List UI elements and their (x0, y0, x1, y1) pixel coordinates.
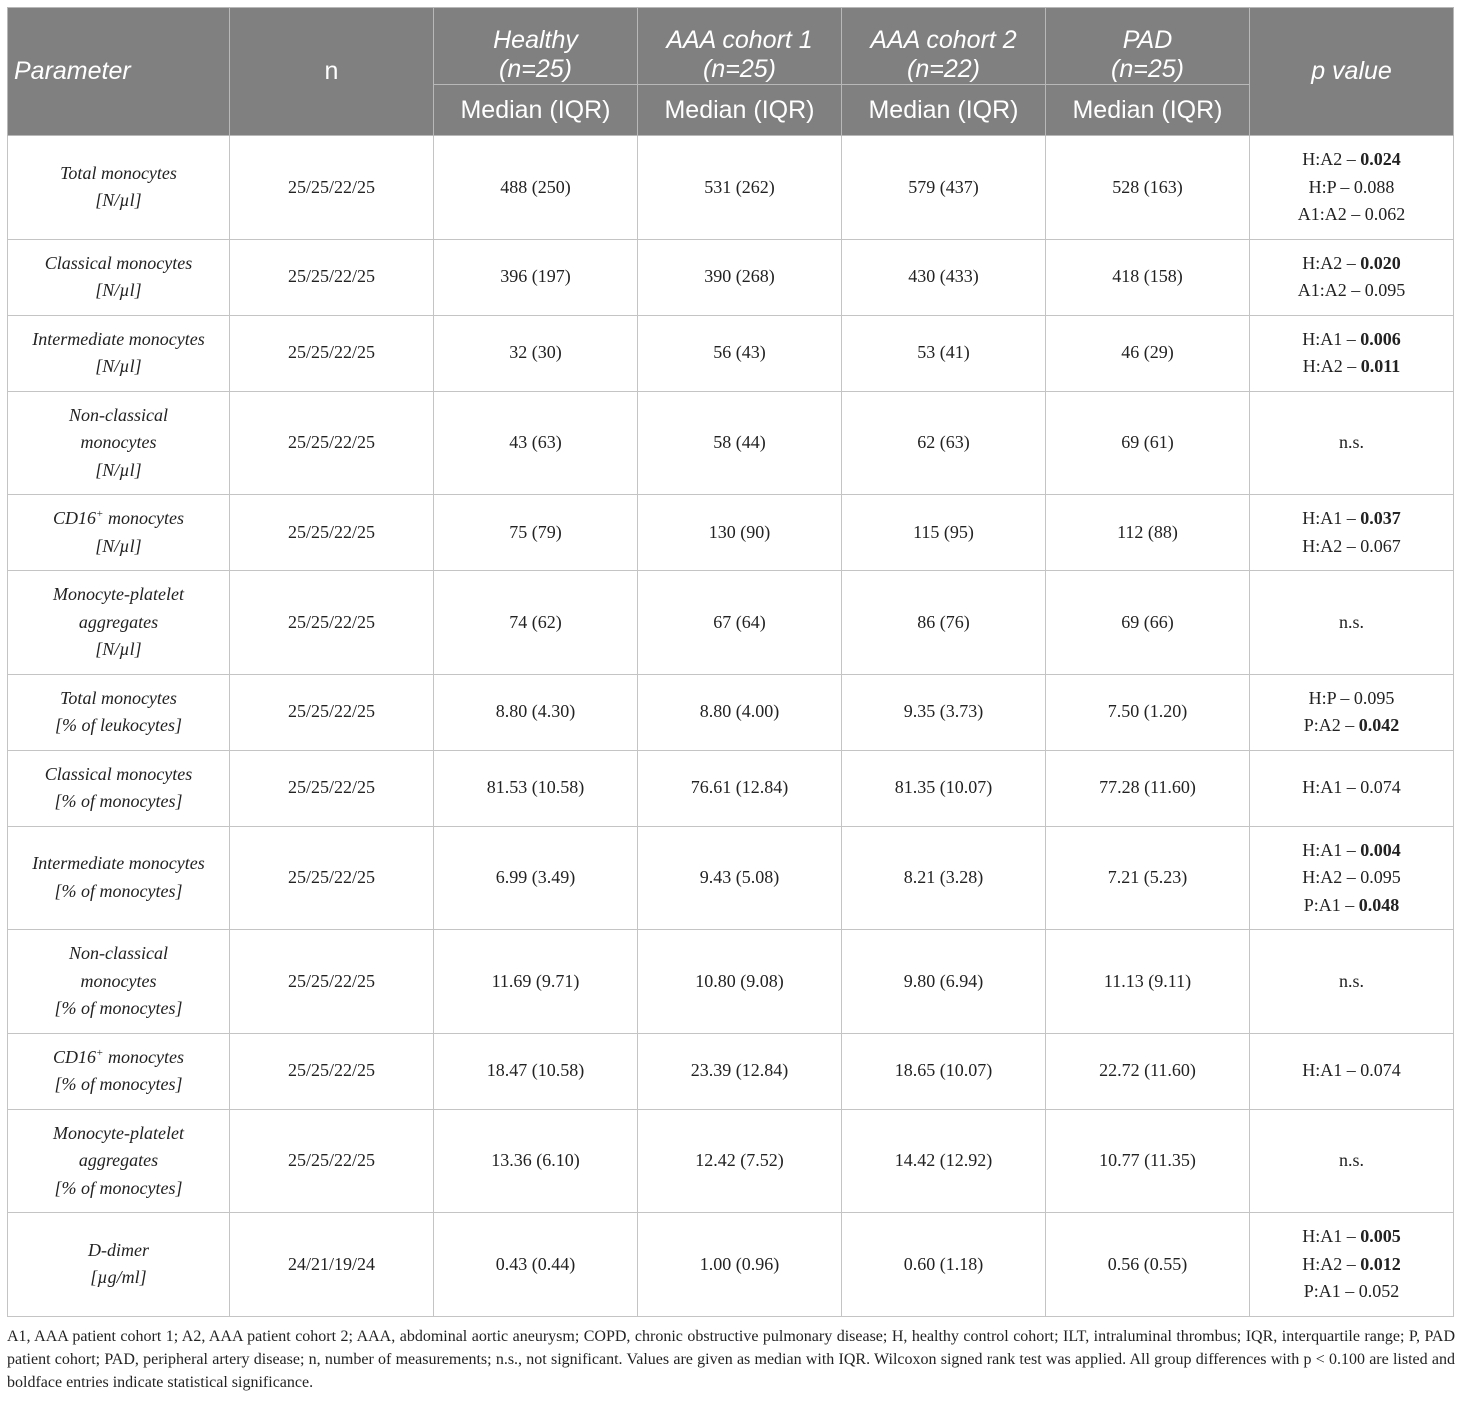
parameter-line (14, 533, 223, 561)
value-cell: 46 (29) (1046, 315, 1250, 391)
comparison-label: A1:A2 – (1297, 204, 1365, 224)
comparison-label: n.s. (1338, 432, 1364, 452)
value-cell: 112 (88) (1046, 495, 1250, 571)
comparison-label: A1:A2 – (1297, 280, 1365, 300)
parameter-cell (8, 315, 230, 391)
parameter-cell (8, 1033, 230, 1109)
p-value-cell (1250, 1033, 1454, 1109)
p-value-line (1256, 864, 1447, 892)
value-cell: 14.42 (12.92) (842, 1109, 1046, 1213)
table-row (8, 1109, 1454, 1213)
parameter-text: CD16 (53, 508, 97, 528)
value-cell: 8.80 (4.00) (638, 674, 842, 750)
parameter-line (14, 1237, 223, 1265)
value-cell: 115 (95) (842, 495, 1046, 571)
parameter-text: Classical monocytes (44, 252, 193, 273)
p-value-cell (1250, 930, 1454, 1034)
value-cell: 9.35 (3.73) (842, 674, 1046, 750)
parameter-line (14, 402, 223, 430)
p-value-line (1256, 429, 1447, 457)
group-name: PAD (1122, 26, 1173, 54)
comparison-label: H:A1 – (1302, 1226, 1361, 1246)
p-value: 0.062 (1364, 204, 1406, 224)
parameter-text: Non-classical (69, 943, 168, 963)
value-cell: 12.42 (7.52) (638, 1109, 842, 1213)
comparison-label: H:A1 – (1302, 839, 1361, 860)
table-footnote: A1, AAA patient cohort 1; A2, AAA patient cohort 2; AAA, abdominal aortic aneurysm; COPD, chronic obstructive pulmonary disease; H, healthy control cohort; ILT, intraluminal thrombus; IQR, interquartile range; P, PAD patient cohort; PAD, peripheral artery disease; n, number of measurements; n.s., not significant. Values are given as median with IQR. Wilcoxon signed rank test was applied. All group differences with p < 0.100 are listed and boldface entries indicate statistical significance. (7, 1328, 1455, 1391)
significant-p-value: 0.037 (1360, 508, 1401, 528)
p-value-cell (1250, 1109, 1454, 1213)
value-cell: 69 (66) (1046, 571, 1250, 675)
value-cell: 18.65 (10.07) (842, 1033, 1046, 1109)
value-cell: 8.80 (4.30) (434, 674, 638, 750)
comparison-label: H:A1 – (1302, 508, 1361, 528)
parameter-line (14, 1044, 223, 1072)
significant-p-value: 0.005 (1360, 1226, 1401, 1246)
parameter-line (14, 1120, 223, 1148)
p-value: 0.095 (1360, 867, 1401, 887)
parameter-line (14, 968, 223, 996)
significant-p-value: 0.004 (1360, 839, 1401, 860)
p-value-line (1256, 1278, 1447, 1306)
table-row (8, 1213, 1454, 1317)
value-cell: 396 (197) (434, 239, 638, 315)
p-value-line (1256, 250, 1447, 278)
comparison-label: H:A2 – (1302, 1253, 1361, 1274)
parameter-text: [% of monocytes] (54, 791, 183, 811)
parameter-cell (8, 571, 230, 675)
p-value-cell (1250, 391, 1454, 495)
n-cell: 25/25/22/25 (230, 674, 434, 750)
header-median-iqr: Median (IQR) (434, 85, 638, 136)
parameter-text: Intermediate monocytes (32, 853, 205, 874)
p-value-line (1256, 609, 1447, 637)
parameter-cell (8, 826, 230, 930)
significant-p-value: 0.024 (1360, 149, 1401, 169)
p-value-line (1256, 892, 1447, 920)
parameter-line (14, 581, 223, 609)
value-cell: 390 (268) (638, 239, 842, 315)
value-cell: 13.36 (6.10) (434, 1109, 638, 1213)
parameter-line (14, 505, 223, 533)
p-value-cell (1250, 315, 1454, 391)
value-cell: 53 (41) (842, 315, 1046, 391)
value-cell: 0.56 (0.55) (1046, 1213, 1250, 1317)
p-value: 0.088 (1353, 176, 1395, 197)
value-cell: 23.39 (12.84) (638, 1033, 842, 1109)
n-cell: 25/25/22/25 (230, 495, 434, 571)
table-container (7, 7, 1453, 1317)
parameter-cell (8, 136, 230, 240)
parameter-text: Monocyte-platelet (53, 1122, 184, 1143)
parameter-line (14, 326, 223, 354)
parameter-line (14, 712, 223, 740)
parameter-cell (8, 1109, 230, 1213)
superscript: + (96, 508, 104, 520)
value-cell: 430 (433) (842, 239, 1046, 315)
p-value-line (1256, 1251, 1447, 1279)
p-value-line (1256, 326, 1447, 354)
p-value-line (1256, 353, 1447, 381)
parameter-line (14, 685, 223, 713)
parameter-line (14, 429, 223, 457)
n-cell: 25/25/22/25 (230, 930, 434, 1034)
group-name: AAA cohort 1 (666, 26, 813, 54)
table-row (8, 674, 1454, 750)
table-row (8, 495, 1454, 571)
parameter-text: Non-classical (69, 404, 168, 425)
comparison-label: H:A2 – (1302, 535, 1361, 556)
value-cell: 74 (62) (434, 571, 638, 675)
parameter-text: [% of monocytes] (54, 880, 183, 901)
parameter-text: monocytes (80, 970, 157, 991)
table-row (8, 930, 1454, 1034)
p-value-cell (1250, 495, 1454, 571)
parameter-text: [N/µl] (95, 535, 142, 556)
value-cell: 488 (250) (434, 136, 638, 240)
parameter-line (14, 878, 223, 906)
significant-p-value: 0.020 (1360, 252, 1401, 273)
p-value: 0.067 (1360, 535, 1401, 556)
p-value-line (1256, 533, 1447, 561)
comparison-label: P:A1 – (1303, 894, 1359, 915)
value-cell: 58 (44) (638, 391, 842, 495)
comparison-label: H:A1 – (1302, 1060, 1361, 1081)
p-value-line (1256, 146, 1447, 174)
parameter-line (14, 457, 223, 485)
parameter-line (14, 1264, 223, 1292)
significant-p-value: 0.011 (1360, 356, 1401, 376)
p-value-line (1256, 1223, 1447, 1251)
header-group-aaa-cohort-2 (842, 8, 1046, 85)
value-cell: 6.99 (3.49) (434, 826, 638, 930)
p-value: 0.074 (1360, 1060, 1401, 1081)
comparison-label: n.s. (1338, 970, 1364, 991)
parameter-text: monocytes (80, 432, 157, 452)
value-cell: 1.00 (0.96) (638, 1213, 842, 1317)
n-cell: 25/25/22/25 (230, 750, 434, 826)
comparison-label: H:A2 – (1302, 149, 1361, 169)
value-cell: 62 (63) (842, 391, 1046, 495)
comparison-label: H:P – (1308, 176, 1354, 197)
comparison-label: H:A2 – (1302, 252, 1361, 273)
p-value: 0.095 (1353, 687, 1395, 708)
value-cell: 130 (90) (638, 495, 842, 571)
parameter-text: Intermediate monocytes (32, 328, 205, 349)
table-row (8, 315, 1454, 391)
n-cell: 25/25/22/25 (230, 1033, 434, 1109)
n-cell: 25/25/22/25 (230, 315, 434, 391)
header-median-iqr: Median (IQR) (638, 85, 842, 136)
parameter-line (14, 1147, 223, 1175)
value-cell: 10.77 (11.35) (1046, 1109, 1250, 1213)
p-value: 0.052 (1358, 1281, 1400, 1301)
p-value: 0.095 (1364, 280, 1406, 300)
n-cell: 24/21/19/24 (230, 1213, 434, 1317)
parameter-text: [% of monocytes] (54, 1177, 183, 1198)
significant-p-value: 0.006 (1360, 328, 1401, 349)
value-cell: 528 (163) (1046, 136, 1250, 240)
p-value-line (1256, 201, 1447, 229)
value-cell: 56 (43) (638, 315, 842, 391)
p-value-line (1256, 1057, 1447, 1085)
table-row (8, 750, 1454, 826)
parameter-line (14, 636, 223, 664)
header-p-value: p value (1250, 8, 1454, 136)
value-cell: 531 (262) (638, 136, 842, 240)
value-cell: 22.72 (11.60) (1046, 1033, 1250, 1109)
parameter-text: [N/µl] (95, 190, 142, 211)
n-cell: 25/25/22/25 (230, 391, 434, 495)
value-cell: 418 (158) (1046, 239, 1250, 315)
p-value-cell (1250, 674, 1454, 750)
value-cell: 69 (61) (1046, 391, 1250, 495)
header-group-aaa-cohort-1 (638, 8, 842, 85)
parameter-text: [N/µl] (95, 280, 142, 300)
value-cell: 67 (64) (638, 571, 842, 675)
value-cell: 32 (30) (434, 315, 638, 391)
group-count: (n=25) (1111, 55, 1184, 83)
value-cell: 0.60 (1.18) (842, 1213, 1046, 1317)
comparison-label: n.s. (1338, 611, 1364, 632)
parameter-line (14, 250, 223, 278)
value-cell: 579 (437) (842, 136, 1046, 240)
parameter-line (14, 761, 223, 789)
value-cell: 7.21 (5.23) (1046, 826, 1250, 930)
parameter-cell (8, 239, 230, 315)
results-table (7, 7, 1454, 1317)
group-count: (n=22) (907, 55, 980, 83)
parameter-suffix: monocytes (103, 508, 184, 528)
table-body (8, 136, 1454, 1317)
significant-p-value: 0.012 (1360, 1253, 1401, 1274)
value-cell: 75 (79) (434, 495, 638, 571)
parameter-text: CD16 (53, 1046, 97, 1067)
comparison-label: H:A2 – (1302, 356, 1361, 376)
parameter-cell (8, 674, 230, 750)
parameter-text: [% of monocytes] (54, 998, 183, 1018)
table-row (8, 826, 1454, 930)
value-cell: 81.35 (10.07) (842, 750, 1046, 826)
parameter-line (14, 160, 223, 188)
value-cell: 43 (63) (434, 391, 638, 495)
header-n: n (230, 8, 434, 136)
parameter-text: [N/µl] (95, 356, 142, 376)
value-cell: 9.43 (5.08) (638, 826, 842, 930)
table-row (8, 136, 1454, 240)
n-cell: 25/25/22/25 (230, 1109, 434, 1213)
group-count: (n=25) (703, 55, 776, 83)
table-row (8, 1033, 1454, 1109)
header-group-pad (1046, 8, 1250, 85)
header-median-iqr: Median (IQR) (842, 85, 1046, 136)
parameter-suffix: monocytes (103, 1046, 184, 1067)
parameter-text: aggregates (78, 611, 159, 632)
header-row-groups (8, 8, 1454, 85)
comparison-label: n.s. (1338, 1150, 1364, 1170)
parameter-text: Monocyte-platelet (53, 584, 184, 604)
table-row (8, 239, 1454, 315)
value-cell: 86 (76) (842, 571, 1046, 675)
parameter-text: Total monocytes (60, 162, 177, 183)
value-cell: 81.53 (10.58) (434, 750, 638, 826)
table-row (8, 571, 1454, 675)
p-value-cell (1250, 239, 1454, 315)
p-value-line (1256, 505, 1447, 533)
value-cell: 7.50 (1.20) (1046, 674, 1250, 750)
p-value-line (1256, 774, 1447, 802)
parameter-text: Classical monocytes (44, 763, 193, 784)
p-value-line (1256, 174, 1447, 202)
group-count: (n=25) (499, 55, 572, 83)
p-value-line (1256, 712, 1447, 740)
value-cell: 18.47 (10.58) (434, 1033, 638, 1109)
parameter-text: [µg/ml] (90, 1267, 147, 1288)
group-name: Healthy (493, 26, 578, 54)
parameter-line (14, 788, 223, 816)
value-cell: 11.69 (9.71) (434, 930, 638, 1034)
p-value-cell (1250, 750, 1454, 826)
parameter-line (14, 850, 223, 878)
group-name: AAA cohort 2 (870, 26, 1017, 54)
value-cell: 10.80 (9.08) (638, 930, 842, 1034)
n-cell: 25/25/22/25 (230, 136, 434, 240)
parameter-text: [% of monocytes] (54, 1074, 183, 1094)
parameter-line (14, 609, 223, 637)
parameter-text: aggregates (78, 1150, 159, 1170)
comparison-label: P:A1 – (1303, 1281, 1359, 1301)
significant-p-value: 0.042 (1358, 715, 1400, 735)
p-value-cell (1250, 136, 1454, 240)
parameter-line (14, 995, 223, 1023)
parameter-line (14, 353, 223, 381)
p-value-line (1256, 837, 1447, 865)
n-cell: 25/25/22/25 (230, 571, 434, 675)
p-value-cell (1250, 826, 1454, 930)
parameter-line (14, 187, 223, 215)
value-cell: 9.80 (6.94) (842, 930, 1046, 1034)
header-median-iqr: Median (IQR) (1046, 85, 1250, 136)
p-value-cell (1250, 571, 1454, 675)
header-group-healthy (434, 8, 638, 85)
table-row (8, 391, 1454, 495)
parameter-cell (8, 1213, 230, 1317)
parameter-cell (8, 391, 230, 495)
parameter-cell (8, 495, 230, 571)
parameter-text: [N/µl] (95, 639, 142, 659)
parameter-text: [N/µl] (95, 459, 142, 480)
parameter-line (14, 940, 223, 968)
p-value-line (1256, 277, 1447, 305)
p-value: 0.074 (1360, 777, 1401, 798)
comparison-label: H:A1 – (1302, 328, 1361, 349)
parameter-text: Total monocytes (60, 687, 177, 708)
value-cell: 76.61 (12.84) (638, 750, 842, 826)
parameter-cell (8, 750, 230, 826)
comparison-label: P:A2 – (1303, 715, 1359, 735)
parameter-text: [% of leukocytes] (55, 715, 182, 735)
value-cell: 11.13 (9.11) (1046, 930, 1250, 1034)
p-value-line (1256, 968, 1447, 996)
value-cell: 77.28 (11.60) (1046, 750, 1250, 826)
parameter-line (14, 1175, 223, 1203)
parameter-text: D-dimer (88, 1239, 149, 1260)
p-value-line (1256, 685, 1447, 713)
value-cell: 0.43 (0.44) (434, 1213, 638, 1317)
header-parameter: Parameter (8, 8, 230, 136)
n-cell: 25/25/22/25 (230, 826, 434, 930)
significant-p-value: 0.048 (1358, 894, 1400, 915)
table-header (8, 8, 1454, 136)
n-cell: 25/25/22/25 (230, 239, 434, 315)
comparison-label: H:A1 – (1302, 777, 1361, 798)
comparison-label: H:P – (1308, 687, 1354, 708)
parameter-line (14, 1071, 223, 1099)
comparison-label: H:A2 – (1302, 867, 1361, 887)
superscript: + (96, 1046, 104, 1059)
p-value-line (1256, 1147, 1447, 1175)
parameter-cell (8, 930, 230, 1034)
value-cell: 8.21 (3.28) (842, 826, 1046, 930)
parameter-line (14, 277, 223, 305)
p-value-cell (1250, 1213, 1454, 1317)
